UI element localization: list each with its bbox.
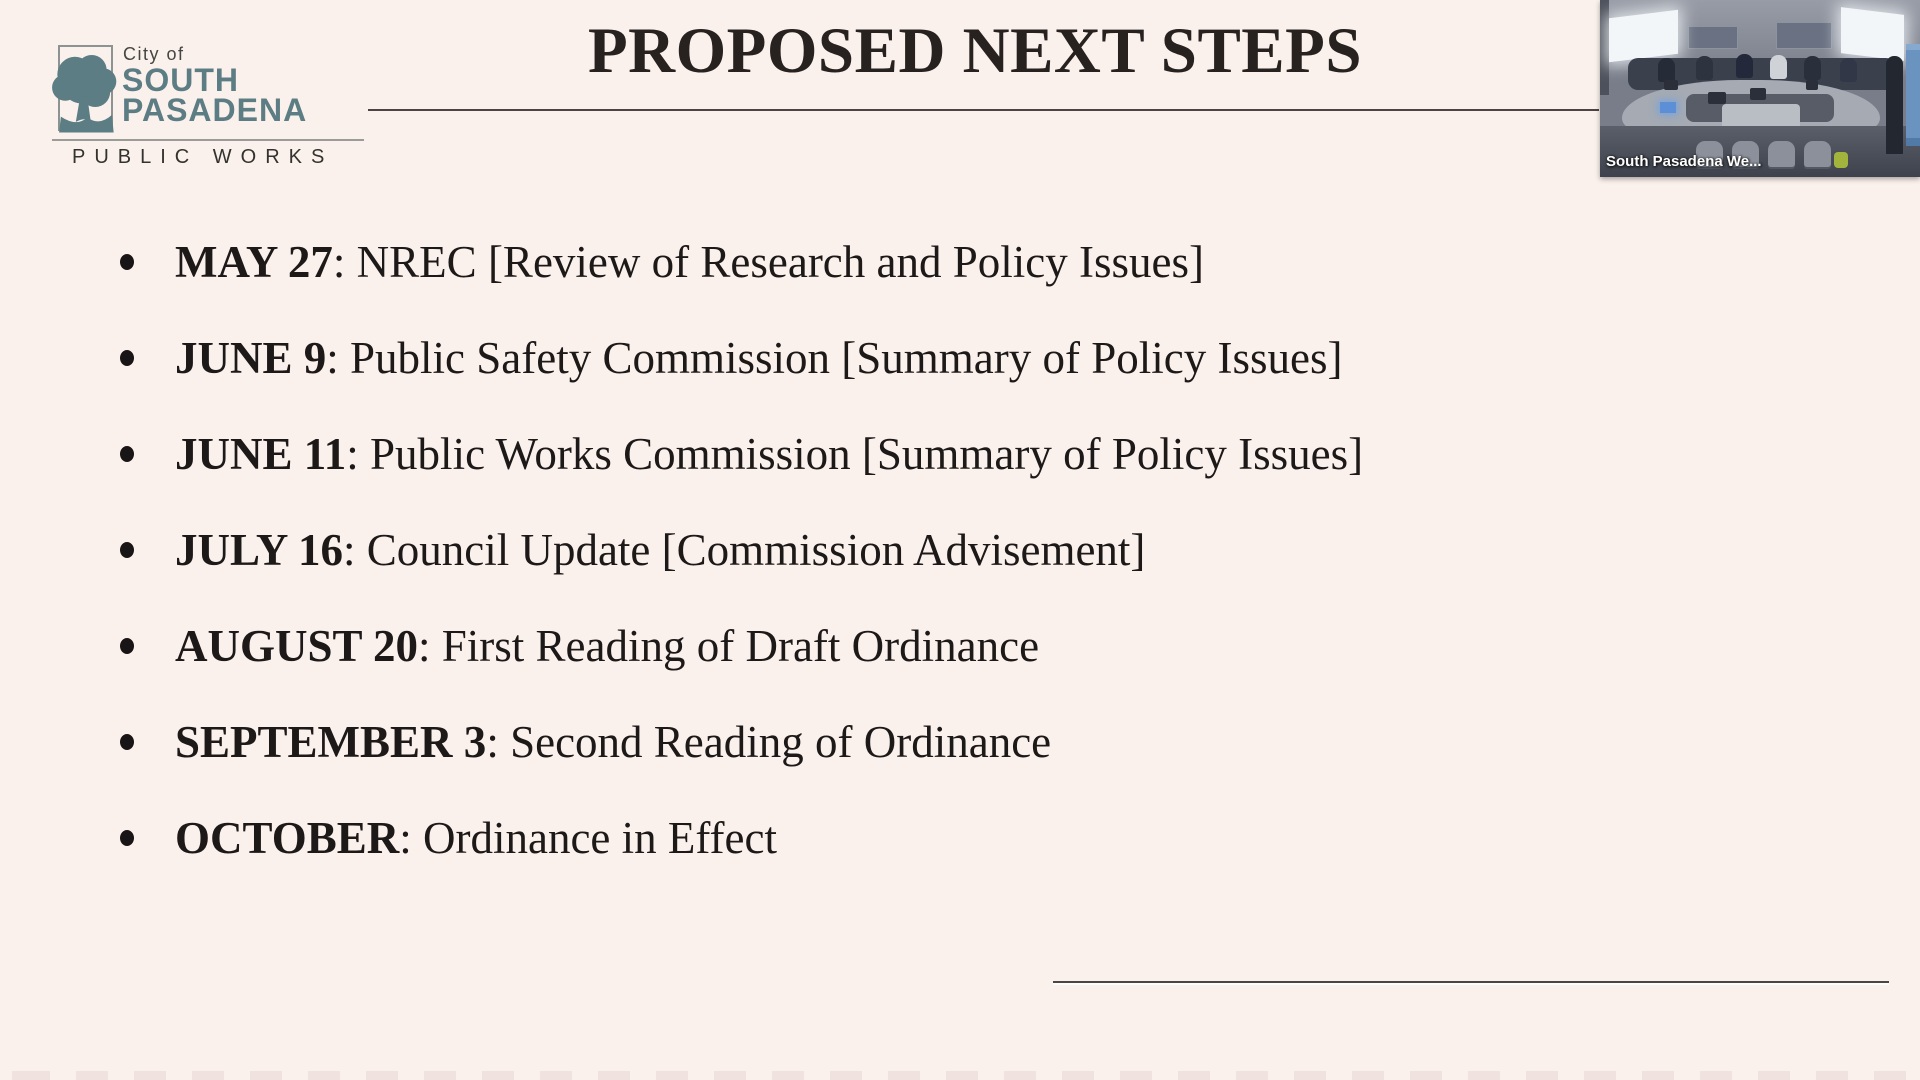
bullet-icon	[120, 254, 134, 270]
bullet-date: MAY 27	[175, 237, 333, 287]
video-projection-screen-right	[1841, 7, 1904, 61]
list-item	[120, 502, 1363, 598]
bullet-icon	[120, 638, 134, 654]
bottom-dash-strip	[0, 1071, 1920, 1080]
video-person	[1696, 56, 1713, 80]
list-item	[120, 790, 1363, 886]
list-item	[120, 406, 1363, 502]
logo-south: SOUTH	[122, 62, 239, 98]
logo-divider	[52, 139, 364, 141]
bullet-date: SEPTEMBER 3	[175, 717, 487, 767]
page-title: PROPOSED NEXT STEPS	[587, 15, 1363, 87]
bullet-text: : First Reading of Draft Ordinance	[417, 621, 1040, 671]
bullet-text: : Ordinance in Effect	[399, 813, 777, 863]
bullet-date: JULY 16	[175, 525, 343, 575]
video-wall-art	[1776, 22, 1832, 49]
logo-city-of: City of	[123, 44, 185, 64]
video-projection-screen-left	[1609, 10, 1678, 62]
bullet-icon	[120, 542, 134, 558]
video-green-object	[1834, 152, 1848, 168]
list-item	[120, 214, 1363, 310]
bullet-date: AUGUST 20	[175, 621, 418, 671]
bullet-text: : Public Works Commission [Summary of Policy Issues]	[346, 429, 1364, 479]
bullet-text: : Council Update [Commission Advisement]	[342, 525, 1146, 575]
video-chair	[1804, 141, 1831, 167]
video-monitor	[1708, 92, 1726, 104]
bullet-icon	[120, 734, 134, 750]
bullet-text: : Public Safety Commission [Summary of Policy Issues]	[326, 333, 1343, 383]
bullet-list	[120, 214, 1363, 886]
bullet-icon	[120, 350, 134, 366]
title-underline	[368, 109, 1599, 111]
bullet-icon	[120, 830, 134, 846]
video-overlay[interactable]	[1600, 0, 1920, 177]
bullet-date: JUNE 9	[175, 333, 327, 383]
video-person	[1804, 56, 1821, 80]
logo-department: PUBLIC WORKS	[72, 146, 334, 168]
video-laptop-screen	[1660, 102, 1676, 113]
bullet-text: : Second Reading of Ordinance	[486, 717, 1052, 767]
logo-pasadena: PASADENA	[122, 92, 308, 128]
video-standing-person	[1886, 56, 1903, 154]
footer-line	[1053, 981, 1889, 983]
video-person	[1840, 58, 1857, 82]
video-person	[1736, 54, 1753, 78]
bullet-date: OCTOBER	[175, 813, 400, 863]
video-monitor	[1664, 80, 1678, 90]
list-item	[120, 598, 1363, 694]
video-person	[1658, 58, 1675, 82]
video-wall-art	[1688, 26, 1738, 49]
bullet-text: : NREC [Review of Research and Policy Issues]	[332, 237, 1204, 287]
video-person	[1770, 55, 1787, 79]
video-caption: South Pasadena We...	[1606, 153, 1762, 170]
video-blue-cabinet	[1906, 44, 1920, 146]
bullet-icon	[120, 446, 134, 462]
list-item	[120, 310, 1363, 406]
list-item	[120, 694, 1363, 790]
bullet-date: JUNE 11	[175, 429, 347, 479]
video-chair	[1768, 141, 1795, 167]
video-monitor	[1750, 88, 1766, 100]
video-monitor	[1806, 80, 1818, 90]
video-wall-edge	[1600, 0, 1609, 95]
